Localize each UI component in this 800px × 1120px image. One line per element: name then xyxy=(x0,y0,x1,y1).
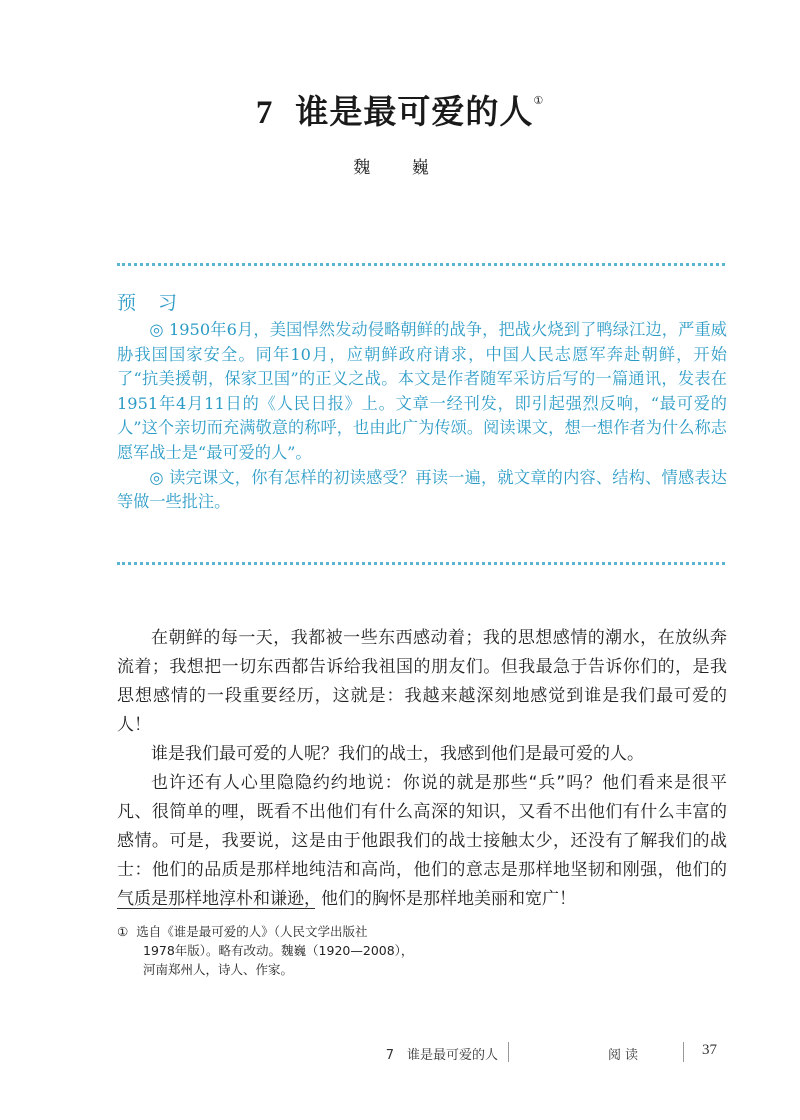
footer-lesson-label: 7 谁是最可爱的人 xyxy=(385,1048,498,1063)
footnote-line: 1978年版）。略有改动。魏巍（1920—2008）， xyxy=(143,943,414,958)
lesson-title xyxy=(0,86,800,133)
preview-box xyxy=(117,318,727,515)
title-footnote-marker: ① xyxy=(533,94,545,107)
preview-top-divider xyxy=(117,263,725,266)
footnote-line: 河南郑州人，诗人、作家。 xyxy=(143,962,294,977)
footnote-rule xyxy=(117,908,315,909)
page-number: 37 xyxy=(702,1042,717,1058)
footer-separator xyxy=(683,1042,684,1062)
body-paragraph: 谁是我们最可爱的人呢？我们的战士，我感到他们是最可爱的人。 xyxy=(151,744,644,764)
preview-paragraph: ◎ 读完课文，你有怎样的初读感受？再读一遍，就文章的内容、结构、情感表达等做一些批注。 xyxy=(117,467,727,512)
footnote-line: 选自《谁是最可爱的人》（人民文学出版社 xyxy=(136,924,368,939)
body-paragraph: 也许还有人心里隐隐约约地说：你说的就是那些“兵”吗？他们看来是很平凡、很简单的哩，既看不出他们有什么高深的知识，又看不出他们有什么丰富的感情。可是，我要说，这是由于他跟我们的战士接触太少，还没有了解我们的战士：他们的品质是那样地纯洁和高尚，他们的意志是那样地坚韧和刚强，他们的气质是那样地淳朴和谦逊，他们的胸怀是那样地美丽和宽广！ xyxy=(117,773,727,909)
body-paragraph: 在朝鲜的每一天，我都被一些东西感动着；我的思想感情的潮水，在放纵奔流着；我想把一切东西都告诉给我祖国的朋友们。但我最急于告诉你们的，是我思想感情的一段重要经历，这就是：我越来越深刻地感觉到谁是我们最可爱的人！ xyxy=(117,628,727,735)
author-name: 魏 巍 xyxy=(353,158,447,178)
preview-paragraph: ◎ 1950年6月，美国悍然发动侵略朝鲜的战争，把战火烧到了鸭绿江边，严重威胁我国国家安全。同年10月，应朝鲜政府请求，中国人民志愿军奔赴朝鲜，开始了“抗美援朝，保家卫国”的正义之战。本文是作者随军采访后写的一篇通讯，发表在1951年4月11日的《人民日报》上。文章一经刊发，即引起强烈反响，“最可爱的人”这个亲切而充满敬意的称呼，也由此广为传颂。阅读课文，想一想作者为什么称志愿军战士是“最可爱的人”。 xyxy=(117,320,727,462)
footer-separator xyxy=(508,1042,509,1062)
lesson-number: 7 xyxy=(255,95,274,131)
footnote-marker: ① xyxy=(117,924,129,939)
footer-section: 阅读 xyxy=(608,1048,643,1063)
page-footer xyxy=(0,1042,800,1064)
footnote xyxy=(117,922,447,979)
preview-bottom-divider xyxy=(117,562,725,565)
article-body xyxy=(117,624,727,914)
lesson-title-text: 谁是最可爱的人 xyxy=(295,92,534,131)
preview-heading: 预 习 xyxy=(117,292,186,314)
